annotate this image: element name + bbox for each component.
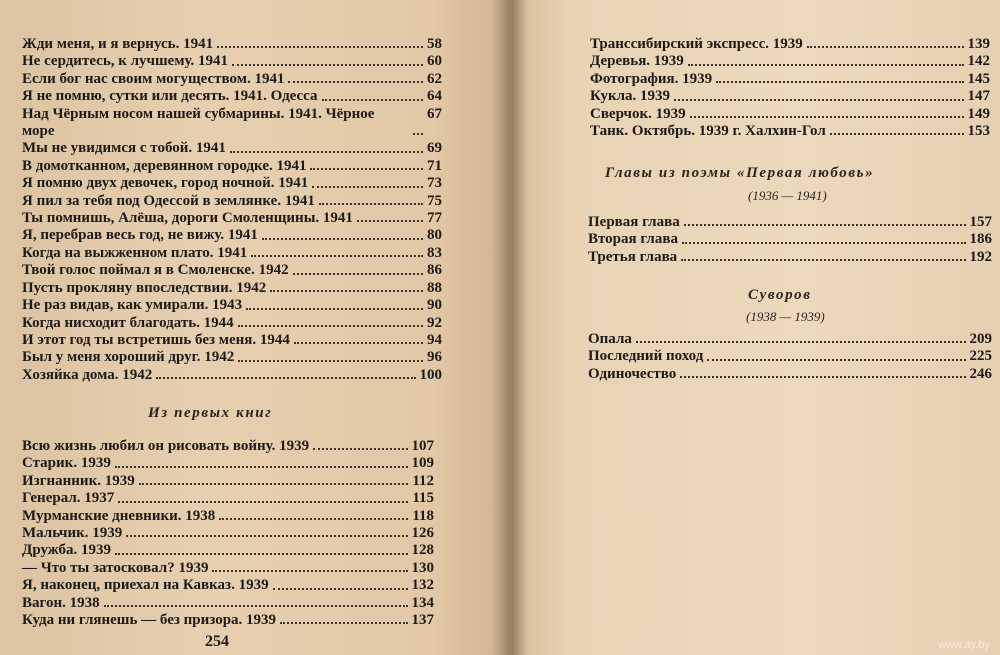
toc-entry-page: 62 [427, 70, 442, 87]
toc-entry-title: Одиночество [588, 365, 677, 382]
toc-entry-title: Твой голос поймал я в Смоленске. 1942 [22, 262, 289, 279]
dot-leader [280, 622, 407, 624]
dot-leader [230, 151, 423, 153]
toc-entry-title: Сверчок. 1939 [590, 105, 686, 122]
toc-entry-title: Не сердитесь, к лучшему. 1941 [22, 53, 229, 70]
toc-entry-title: Я, наконец, приехал на Кавказ. 1939 [22, 577, 269, 594]
dot-leader [232, 64, 423, 66]
toc-list-first-books [22, 438, 434, 629]
toc-entry-title: — Что ты затосковал? 1939 [22, 559, 209, 576]
dot-leader [294, 342, 423, 344]
toc-entry-page: 94 [427, 331, 442, 348]
toc-entry [588, 331, 992, 348]
toc-entry [590, 123, 990, 140]
toc-entry-page: 64 [427, 88, 442, 105]
page-number: 254 [205, 633, 229, 650]
toc-entry-page: 145 [967, 70, 990, 87]
toc-entry [22, 297, 442, 314]
toc-entry-page: 107 [411, 438, 434, 454]
toc-entry [22, 140, 442, 157]
toc-entry-title: Я, перебрав весь год, не вижу. 1941 [22, 227, 258, 244]
toc-entry-title: Я пил за тебя под Одессой в землянке. 1941 [22, 192, 315, 209]
toc-entry-title: Танк. Октябрь. 1939 г. Халхин-Гол [590, 123, 826, 140]
dot-leader [716, 81, 963, 83]
toc-entry [22, 158, 442, 175]
toc-entry [588, 214, 992, 231]
toc-entry-page: 109 [411, 455, 434, 472]
toc-entry [22, 473, 434, 490]
toc-entry [22, 262, 442, 279]
toc-entry [22, 210, 442, 227]
dot-leader [690, 116, 964, 118]
toc-entry-page: 186 [969, 231, 992, 248]
dot-leader [238, 325, 423, 327]
toc-entry-page: 134 [411, 594, 434, 611]
dot-leader [674, 99, 963, 101]
toc-entry-title: Я не помню, сутки или десять. 1941. Одесса [22, 88, 318, 105]
toc-entry-title: Опала [588, 331, 632, 347]
toc-entry-page: 139 [967, 36, 990, 52]
dot-leader [115, 466, 408, 468]
dot-leader [310, 168, 423, 170]
toc-entry [22, 53, 442, 70]
toc-entry-page: 71 [427, 157, 442, 174]
toc-entry-page: 126 [411, 525, 434, 542]
toc-entry-page: 142 [967, 53, 990, 70]
toc-entry [22, 349, 442, 366]
toc-entry-title: Ты помнишь, Алёша, дороги Смоленщины. 1941 [22, 210, 353, 227]
toc-entry-page: 90 [427, 297, 442, 314]
dot-leader [139, 483, 409, 485]
toc-entry [22, 175, 442, 192]
book-gutter [492, 0, 528, 655]
toc-entry-title: Первая глава [588, 214, 680, 230]
toc-entry-title: Транссибирский экспресс. 1939 [590, 36, 803, 52]
toc-entry-page: 69 [427, 140, 442, 157]
dot-leader [217, 46, 423, 48]
toc-entry-page: 73 [427, 175, 442, 192]
toc-entry-title: Вторая глава [588, 231, 678, 248]
toc-list-poems [22, 36, 442, 384]
toc-entry-page: 209 [969, 331, 992, 347]
toc-entry [22, 595, 434, 612]
toc-entry [22, 438, 434, 455]
dot-leader [707, 359, 965, 361]
toc-entry-title: Был у меня хороший друг. 1942 [22, 349, 235, 366]
toc-entry [588, 348, 992, 365]
toc-entry [22, 315, 442, 332]
toc-entry-title: Старик. 1939 [22, 455, 111, 472]
dot-leader [681, 259, 965, 261]
toc-entry-title: Если бог нас своим могуществом. 1941 [22, 70, 285, 87]
dot-leader [270, 290, 423, 292]
toc-entry-page: 137 [411, 612, 434, 629]
toc-entry [22, 227, 442, 244]
dot-leader [682, 242, 966, 244]
toc-entry-page: 147 [967, 88, 990, 105]
dot-leader [251, 255, 423, 257]
dot-leader [680, 376, 965, 378]
section-title-suvorov: Суворов [748, 287, 812, 303]
toc-entry [22, 577, 434, 594]
toc-entry-page: 88 [427, 279, 442, 296]
toc-entry-title: Хозяйка дома. 1942 [22, 366, 153, 383]
right-page [510, 0, 1000, 655]
dot-leader [357, 220, 423, 222]
toc-entry-page: 130 [411, 559, 434, 576]
toc-entry [22, 245, 442, 262]
dot-leader [288, 81, 423, 83]
toc-entry-page: 67 [427, 105, 442, 122]
dot-leader [246, 308, 423, 310]
toc-entry-page: 246 [969, 365, 992, 382]
dot-leader [830, 133, 964, 135]
toc-entry [22, 332, 442, 349]
toc-entry-title: Генерал. 1937 [22, 490, 115, 507]
toc-entry-title: Над Чёрным носом нашей субмарины. 1941. Чёрное море [22, 105, 375, 140]
dot-leader [262, 238, 423, 240]
toc-entry-page: 192 [969, 248, 992, 265]
dot-leader [684, 224, 966, 226]
toc-list-first-love [588, 214, 992, 266]
toc-entry [590, 106, 990, 123]
toc-entry [22, 542, 434, 559]
toc-entry-page: 112 [412, 472, 434, 489]
dot-leader [238, 360, 423, 362]
dot-leader [413, 133, 423, 135]
toc-entry-page: 60 [427, 53, 442, 70]
toc-entry-title: Мальчик. 1939 [22, 525, 123, 542]
toc-entry-title: И этот год ты встретишь без меня. 1944 [22, 331, 290, 348]
toc-entry-title: Жди меня, и я вернусь. 1941 [22, 36, 214, 52]
toc-entry-title: Деревья. 1939 [590, 53, 684, 70]
toc-list-suvorov [588, 331, 992, 383]
dot-leader [807, 46, 964, 48]
dot-leader [636, 341, 966, 343]
section-title-first-books: Из первых книг [148, 405, 273, 421]
toc-entry-page: 96 [427, 349, 442, 366]
toc-entry-title: Фотография. 1939 [590, 70, 713, 87]
toc-entry [588, 231, 992, 248]
section-years-first-love: (1936 — 1941) [748, 188, 827, 203]
toc-entry-title: Кукла. 1939 [590, 88, 671, 105]
toc-entry-title: Третья глава [588, 248, 678, 265]
toc-entry-page: 92 [427, 314, 442, 331]
toc-entry [590, 36, 990, 53]
toc-entry [588, 366, 992, 383]
dot-leader [273, 588, 408, 590]
toc-entry-page: 149 [967, 105, 990, 122]
dot-leader [319, 203, 423, 205]
toc-entry [22, 490, 434, 507]
toc-entry [590, 71, 990, 88]
toc-entry-page: 77 [427, 210, 442, 227]
toc-list-poems-continued [590, 36, 990, 140]
toc-entry [22, 71, 442, 88]
toc-entry-title: Вагон. 1938 [22, 594, 100, 611]
toc-entry-title: Пусть прокляну впоследствии. 1942 [22, 279, 267, 296]
toc-entry-title: Когда на выжженном плато. 1941 [22, 244, 248, 261]
dot-leader [322, 99, 423, 101]
toc-entry-title: Не раз видав, как умирали. 1943 [22, 297, 243, 314]
toc-entry [22, 280, 442, 297]
toc-entry-title: Дружба. 1939 [22, 542, 111, 559]
toc-entry-page: 118 [412, 507, 434, 524]
toc-entry-title: Мурманские дневники. 1938 [22, 507, 216, 524]
dot-leader [688, 64, 964, 66]
toc-entry [22, 193, 442, 210]
toc-entry-title: Мы не увидимся с тобой. 1941 [22, 140, 226, 157]
toc-entry [22, 525, 434, 542]
toc-entry [22, 612, 434, 629]
toc-entry-page: 58 [427, 36, 442, 52]
toc-entry [590, 88, 990, 105]
toc-entry [22, 88, 442, 105]
toc-entry [22, 367, 442, 384]
toc-entry-title: Всю жизнь любил он рисовать войну. 1939 [22, 438, 310, 454]
section-title-first-love: Главы из поэмы «Первая любовь» [605, 165, 875, 181]
section-years-suvorov: (1938 — 1939) [746, 309, 825, 324]
dot-leader [118, 501, 408, 503]
toc-entry [22, 106, 442, 141]
toc-entry-page: 75 [427, 192, 442, 209]
dot-leader [104, 605, 408, 607]
dot-leader [293, 273, 423, 275]
dot-leader [156, 377, 415, 379]
toc-entry-page: 83 [427, 244, 442, 261]
toc-entry-title: Я помню двух девочек, город ночной. 1941 [22, 175, 309, 192]
toc-entry-title: Куда ни глянешь — без призора. 1939 [22, 612, 277, 629]
toc-entry [22, 560, 434, 577]
toc-entry-page: 225 [969, 348, 992, 365]
toc-entry-page: 132 [411, 577, 434, 594]
dot-leader [115, 553, 408, 555]
toc-entry-page: 80 [427, 227, 442, 244]
toc-entry-page: 115 [412, 490, 434, 507]
toc-entry-title: В домотканном, деревянном городке. 1941 [22, 157, 307, 174]
dot-leader [313, 448, 407, 450]
toc-entry-page: 153 [967, 123, 990, 140]
toc-entry [22, 36, 442, 53]
toc-entry-page: 100 [419, 366, 442, 383]
toc-entry [588, 249, 992, 266]
dot-leader [312, 186, 423, 188]
toc-entry-page: 128 [411, 542, 434, 559]
watermark: www.ay.by [938, 639, 990, 651]
dot-leader [219, 518, 408, 520]
toc-entry-title: Последний поход [588, 348, 704, 365]
dot-leader [212, 570, 407, 572]
toc-entry [22, 508, 434, 525]
toc-entry-page: 157 [969, 214, 992, 230]
toc-entry-title: Когда нисходит благодать. 1944 [22, 314, 234, 331]
toc-entry [590, 53, 990, 70]
toc-entry [22, 455, 434, 472]
toc-entry-title: Изгнанник. 1939 [22, 472, 135, 489]
dot-leader [126, 535, 407, 537]
toc-entry-page: 86 [427, 262, 442, 279]
